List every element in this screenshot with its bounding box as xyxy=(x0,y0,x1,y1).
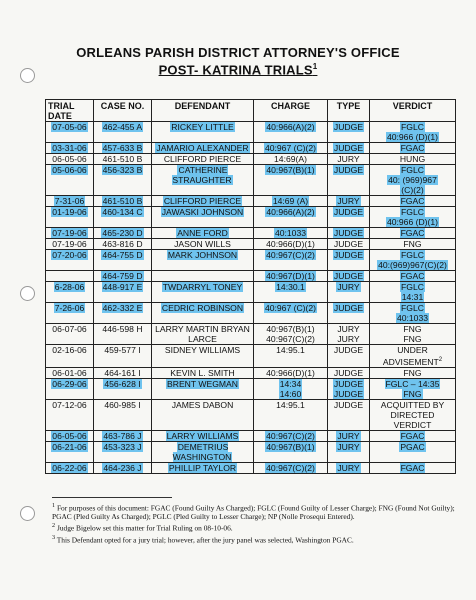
cell-case-no xyxy=(94,399,152,430)
cell-charge xyxy=(254,378,328,399)
cell-defendant xyxy=(152,271,254,282)
type-line: JUDGE xyxy=(333,388,364,399)
verdict-line: FGAC xyxy=(400,271,425,281)
case-no-text: 464-759 D xyxy=(102,271,143,281)
case-no-text: 460-134 C xyxy=(102,207,143,217)
type-line: JURY xyxy=(337,282,360,292)
case-no-text: 464-236 J xyxy=(103,462,142,473)
case-no-text: 456-628 I xyxy=(104,378,141,389)
cell-trial-date xyxy=(46,196,94,207)
defendant-text: DEMETRIUS WASHINGTON xyxy=(172,441,232,462)
cell-case-no xyxy=(94,239,152,250)
trial-date-text: 02-16-06 xyxy=(52,345,87,355)
cell-defendant xyxy=(152,250,254,271)
verdict-line: HUNG xyxy=(399,154,426,164)
defendant-text: LARRY WILLIAMS xyxy=(166,430,239,441)
defendant-text: JAMARIO ALEXANDER xyxy=(156,143,249,153)
cell-case-no xyxy=(94,324,152,345)
trials-table xyxy=(45,99,456,474)
cell-type xyxy=(328,239,370,250)
cell-type xyxy=(328,303,370,324)
table-row xyxy=(46,303,456,324)
cell-trial-date xyxy=(46,462,94,473)
table-row xyxy=(46,430,456,441)
cell-defendant xyxy=(152,399,254,430)
verdict-line: FGAC xyxy=(400,196,425,206)
charge-line: 40:966(A)(2) xyxy=(266,207,315,217)
verdict-footnote-mark: 2 xyxy=(438,357,443,363)
trial-date-text: 7-26-06 xyxy=(54,303,85,313)
cell-verdict xyxy=(370,165,456,196)
charge-line: 14:95.1 xyxy=(276,399,305,410)
cell-trial-date xyxy=(46,303,94,324)
cell-verdict xyxy=(370,250,456,271)
type-line: JUDGE xyxy=(333,143,364,153)
cell-trial-date xyxy=(46,250,94,271)
cell-type xyxy=(328,324,370,345)
cell-verdict xyxy=(370,367,456,378)
verdict-line: 40:966 (D)(1) xyxy=(386,132,439,142)
defendant-text: CEDRIC ROBINSON xyxy=(161,303,244,313)
verdict-line: FNG xyxy=(403,324,422,334)
cell-verdict xyxy=(370,154,456,165)
trial-date-text: 07-19-06 xyxy=(52,228,87,238)
type-line: JUDGE xyxy=(333,303,364,313)
cell-charge xyxy=(254,441,328,462)
verdict-line: FNG xyxy=(403,239,422,249)
verdict-line: 40: (969)967 xyxy=(388,175,437,185)
verdict-line: FGAC xyxy=(400,143,425,153)
type-line: JURY xyxy=(337,334,360,344)
footnote-1: $^1$ For purposes of this document: FGAC (Found Guilty As Charged); FGLC (Found Guilty of Lesser Charge); FNG (Found Not Guilty); PGAC (Pled Guilty As Charged); PGLC (Pled Guilty to Lesser Charge); NP (Nolle Prosequi Entered). xyxy=(52,503,455,522)
col-header-case-no: CASE NO. xyxy=(94,100,152,122)
table-row xyxy=(46,378,456,399)
charge-line: 40:967(D)(1) xyxy=(266,271,315,281)
trial-date-text: 06-01-06 xyxy=(52,367,87,378)
cell-type xyxy=(328,196,370,207)
verdict-line: 40:966 (D)(1) xyxy=(386,217,439,227)
verdict-line: FNG xyxy=(403,367,422,378)
case-no-text: 463-816 D xyxy=(102,239,143,249)
cell-type xyxy=(328,154,370,165)
cell-type xyxy=(328,462,370,473)
defendant-text: LARRY MARTIN BRYAN LARCE xyxy=(155,324,250,344)
cell-trial-date xyxy=(46,165,94,196)
table-row xyxy=(46,143,456,154)
cell-charge xyxy=(254,462,328,473)
case-no-text: 459-577 I xyxy=(104,345,141,355)
charge-line: 40:967(C)(2) xyxy=(266,430,315,441)
cell-verdict xyxy=(370,271,456,282)
cell-case-no xyxy=(94,207,152,228)
cell-case-no xyxy=(94,165,152,196)
table-body xyxy=(46,122,456,474)
table-row xyxy=(46,367,456,378)
cell-type xyxy=(328,122,370,143)
cell-case-no xyxy=(94,271,152,282)
cell-defendant xyxy=(152,143,254,154)
table-row xyxy=(46,282,456,303)
charge-line: 40:967(B)(1) xyxy=(266,324,315,334)
title-footnote-mark: 1 xyxy=(312,62,318,71)
charge-line: 40:966(D)(1) xyxy=(266,367,315,378)
cell-charge xyxy=(254,345,328,368)
verdict-line: ACQUITTED BY xyxy=(380,399,445,410)
defendant-text: CLIFFORD PIERCE xyxy=(163,154,242,164)
verdict-line: FGAC xyxy=(400,228,425,238)
cell-defendant xyxy=(152,378,254,399)
footnote-3: $^3$ This Defendant opted for a jury trial; however, after the jury panel was selected, Washington PGAC. xyxy=(52,534,354,545)
type-line: JUDGE xyxy=(333,399,364,410)
defendant-text: JASON WILLS xyxy=(174,239,231,249)
trial-date-text: 06-07-06 xyxy=(52,324,87,334)
charge-line: 40:967 (C)(2) xyxy=(264,143,317,153)
cell-type xyxy=(328,165,370,196)
cell-case-no xyxy=(94,367,152,378)
trial-date-text: 06-21-06 xyxy=(52,441,87,452)
type-line: JUDGE xyxy=(333,271,364,281)
case-no-text: 464-161 I xyxy=(104,367,141,378)
type-line: JUDGE xyxy=(333,250,364,260)
type-line: JURY xyxy=(337,462,360,473)
verdict-line: 40:1033 xyxy=(396,313,429,323)
verdict-line: FGLC xyxy=(401,207,424,217)
table-row xyxy=(46,399,456,430)
defendant-text: ANNE FORD xyxy=(177,228,228,238)
cell-trial-date xyxy=(46,154,94,165)
cell-verdict xyxy=(370,196,456,207)
charge-line: 14:30.1 xyxy=(276,282,305,292)
footnote-rule xyxy=(52,497,172,498)
cell-verdict xyxy=(370,462,456,473)
verdict-line: FGLC xyxy=(401,122,424,132)
trial-date-text: 01-19-06 xyxy=(52,207,87,217)
verdict-line: FNG xyxy=(403,334,422,344)
cell-trial-date xyxy=(46,228,94,239)
cell-defendant xyxy=(152,430,254,441)
cell-case-no xyxy=(94,430,152,441)
cell-charge xyxy=(254,324,328,345)
cell-trial-date xyxy=(46,399,94,430)
cell-charge xyxy=(254,399,328,430)
cell-verdict xyxy=(370,378,456,399)
type-line: JUDGE xyxy=(333,228,364,238)
case-no-text: 465-230 D xyxy=(102,228,143,238)
cell-defendant xyxy=(152,324,254,345)
type-line: JURY xyxy=(337,430,360,441)
table-row xyxy=(46,154,456,165)
defendant-text: PHILLIP TAYLOR xyxy=(168,462,237,473)
table-row xyxy=(46,345,456,368)
table-row xyxy=(46,207,456,228)
cell-charge xyxy=(254,303,328,324)
cell-trial-date xyxy=(46,143,94,154)
charge-line: 14:95.1 xyxy=(276,345,305,355)
table-row xyxy=(46,196,456,207)
charge-line: 40:967 (C)(2) xyxy=(264,303,317,313)
col-header-charge: CHARGE xyxy=(254,100,328,122)
type-line: JURY xyxy=(337,324,360,334)
trial-date-text: 06-05-06 xyxy=(52,430,87,441)
verdict-line: FGAC xyxy=(400,462,425,473)
cell-defendant xyxy=(152,207,254,228)
table-row xyxy=(46,122,456,143)
trial-date-text: 06-22-06 xyxy=(52,462,87,473)
cell-charge xyxy=(254,430,328,441)
cell-verdict xyxy=(370,303,456,324)
cell-case-no xyxy=(94,143,152,154)
table-row xyxy=(46,271,456,282)
cell-verdict xyxy=(370,430,456,441)
cell-type xyxy=(328,228,370,239)
charge-line: 40:967(C)(2) xyxy=(266,250,315,260)
charge-line: 14:34 xyxy=(279,378,302,389)
cell-type xyxy=(328,250,370,271)
cell-trial-date xyxy=(46,378,94,399)
cell-defendant xyxy=(152,345,254,368)
cell-defendant xyxy=(152,154,254,165)
cell-verdict xyxy=(370,207,456,228)
type-line: JUDGE xyxy=(333,165,364,175)
trial-date-text: 07-19-06 xyxy=(52,239,87,249)
defendant-text: CATHERINE STRAUGHTER xyxy=(172,165,232,185)
cell-trial-date xyxy=(46,282,94,303)
cell-case-no xyxy=(94,378,152,399)
cell-defendant xyxy=(152,228,254,239)
cell-charge xyxy=(254,250,328,271)
case-no-text: 460-985 I xyxy=(104,399,141,410)
cell-type xyxy=(328,282,370,303)
type-line: JUDGE xyxy=(333,367,364,378)
trial-date-text: 06-05-06 xyxy=(52,154,87,164)
charge-line: 40:966(A)(2) xyxy=(266,122,315,132)
charge-line: 40:967(B)(1) xyxy=(266,441,315,452)
cell-trial-date xyxy=(46,430,94,441)
binder-hole-middle xyxy=(20,286,35,301)
table-header-row xyxy=(46,100,456,122)
type-line: JURY xyxy=(337,154,360,164)
cell-charge xyxy=(254,143,328,154)
verdict-line: DIRECTED xyxy=(390,409,435,420)
cell-verdict xyxy=(370,282,456,303)
col-header-verdict: VERDICT xyxy=(370,100,456,122)
table-row xyxy=(46,228,456,239)
cell-charge xyxy=(254,282,328,303)
defendant-text: CLIFFORD PIERCE xyxy=(163,196,242,206)
verdict-line: VERDICT xyxy=(393,419,432,430)
col-header-trial-date: TRIAL DATE xyxy=(46,100,94,122)
cell-trial-date xyxy=(46,441,94,462)
defendant-text: BRENT WEGMAN xyxy=(167,378,238,389)
verdict-line: FNG xyxy=(403,388,422,399)
cell-type xyxy=(328,143,370,154)
type-line: JUDGE xyxy=(333,239,364,249)
trial-date-text: 05-06-06 xyxy=(52,165,87,175)
cell-charge xyxy=(254,271,328,282)
charge-line: 40:966(D)(1) xyxy=(266,239,315,249)
cell-trial-date xyxy=(46,367,94,378)
trial-date-text: 06-29-06 xyxy=(52,378,87,389)
cell-defendant xyxy=(152,122,254,143)
cell-type xyxy=(328,399,370,430)
cell-verdict xyxy=(370,143,456,154)
cell-case-no xyxy=(94,228,152,239)
cell-trial-date xyxy=(46,271,94,282)
cell-verdict xyxy=(370,228,456,239)
cell-trial-date xyxy=(46,324,94,345)
cell-defendant xyxy=(152,303,254,324)
defendant-text: KEVIN L. SMITH xyxy=(170,367,235,378)
charge-line: 40:1033 xyxy=(274,228,307,238)
type-line: JURY xyxy=(337,441,360,452)
charge-line: 40:967(C)(2) xyxy=(266,334,315,344)
type-line: JUDGE xyxy=(333,122,364,132)
case-no-text: 461-510 B xyxy=(102,154,143,164)
col-header-defendant: DEFENDANT xyxy=(152,100,254,122)
type-line: JURY xyxy=(337,196,360,206)
defendant-text: RICKEY LITTLE xyxy=(171,122,234,132)
type-line: JUDGE xyxy=(333,378,364,389)
verdict-line: PGAC xyxy=(400,441,425,452)
cell-verdict xyxy=(370,345,456,368)
footnotes xyxy=(52,497,457,545)
defendant-text: JAWASKI JOHNSON xyxy=(161,207,244,217)
verdict-line: UNDER xyxy=(397,345,428,355)
cell-defendant xyxy=(152,462,254,473)
cell-charge xyxy=(254,165,328,196)
charge-line: 40:967(C)(2) xyxy=(266,462,315,473)
cell-charge xyxy=(254,228,328,239)
cell-verdict xyxy=(370,399,456,430)
cell-case-no xyxy=(94,196,152,207)
charge-line: 14:60 xyxy=(279,388,302,399)
cell-defendant xyxy=(152,165,254,196)
cell-case-no xyxy=(94,441,152,462)
charge-line: 14:69 (A) xyxy=(272,196,309,206)
trial-date-text: 7-31-06 xyxy=(54,196,85,206)
case-no-text: 462-455 A xyxy=(102,122,143,132)
page-title-line2: POST- KATRINA TRIALS$^1$ xyxy=(158,62,318,78)
verdict-line: 14:31 xyxy=(401,292,424,302)
case-no-text: 453-323 J xyxy=(103,441,142,452)
cell-type xyxy=(328,271,370,282)
col-header-type: TYPE xyxy=(328,100,370,122)
verdict-line: FGLC xyxy=(401,250,424,260)
cell-charge xyxy=(254,196,328,207)
defendant-text: MARK JOHNSON xyxy=(167,250,238,260)
trial-date-text: 07-12-06 xyxy=(52,399,87,410)
cell-type xyxy=(328,441,370,462)
case-no-text: 462-332 E xyxy=(102,303,143,313)
cell-case-no xyxy=(94,345,152,368)
trial-date-text: 03-31-06 xyxy=(52,143,87,153)
case-no-text: 456-323 B xyxy=(102,165,143,175)
defendant-text: TWDARRYL TONEY xyxy=(162,282,243,292)
table-row xyxy=(46,441,456,462)
table-row xyxy=(46,250,456,271)
cell-charge xyxy=(254,122,328,143)
cell-case-no xyxy=(94,462,152,473)
cell-type xyxy=(328,378,370,399)
case-no-text: 463-786 J xyxy=(103,430,142,441)
cell-charge xyxy=(254,207,328,228)
cell-type xyxy=(328,430,370,441)
table-row xyxy=(46,462,456,473)
verdict-line: FGLC – 14:35 xyxy=(385,378,440,389)
cell-verdict xyxy=(370,441,456,462)
cell-trial-date xyxy=(46,345,94,368)
trial-date-text: 07-20-06 xyxy=(52,250,87,260)
verdict-line: FGLC xyxy=(401,282,424,292)
cell-trial-date xyxy=(46,207,94,228)
cell-charge xyxy=(254,367,328,378)
verdict-line: (C)(2) xyxy=(401,185,424,195)
defendant-text: JAMES DABON xyxy=(171,399,234,410)
cell-defendant xyxy=(152,239,254,250)
case-no-text: 446-598 H xyxy=(102,324,143,334)
cell-type xyxy=(328,345,370,368)
case-no-text: 461-510 B xyxy=(102,196,143,206)
page-title-line1: ORLEANS PARISH DISTRICT ATTORNEY'S OFFICE xyxy=(76,45,400,60)
footnote-2: $^2$ Judge Bigelow set this matter for Trial Ruling on 08-10-06. xyxy=(52,523,233,533)
binder-hole-bottom xyxy=(20,506,35,521)
verdict-line: FGAC xyxy=(400,430,425,441)
cell-defendant xyxy=(152,282,254,303)
verdict-line: ADVISEMENT xyxy=(382,356,439,367)
case-no-text: 464-755 D xyxy=(102,250,143,260)
verdict-line: 40:(969)967(C)(2) xyxy=(378,260,447,270)
cell-type xyxy=(328,207,370,228)
charge-line: 40:967(B)(1) xyxy=(266,165,315,175)
cell-defendant xyxy=(152,196,254,207)
table-row xyxy=(46,324,456,345)
trial-date-text: 07-05-06 xyxy=(52,122,87,132)
defendant-text: SIDNEY WILLIAMS xyxy=(164,345,241,355)
type-line: JUDGE xyxy=(333,345,364,355)
cell-verdict xyxy=(370,324,456,345)
cell-case-no xyxy=(94,303,152,324)
case-no-text: 457-633 B xyxy=(102,143,143,153)
trial-date-text: 6-28-06 xyxy=(54,282,85,292)
type-line: JUDGE xyxy=(333,207,364,217)
charge-line: 14:69(A) xyxy=(274,154,307,164)
cell-case-no xyxy=(94,122,152,143)
cell-defendant xyxy=(152,441,254,462)
cell-verdict xyxy=(370,122,456,143)
table-row xyxy=(46,239,456,250)
case-no-text: 448-917 E xyxy=(102,282,143,292)
cell-charge xyxy=(254,239,328,250)
cell-charge xyxy=(254,154,328,165)
cell-trial-date xyxy=(46,122,94,143)
verdict-line: FGLC xyxy=(401,303,424,313)
table-row xyxy=(46,165,456,196)
verdict-line: FGLC xyxy=(401,165,424,175)
cell-trial-date xyxy=(46,239,94,250)
cell-verdict xyxy=(370,239,456,250)
cell-case-no xyxy=(94,154,152,165)
cell-case-no xyxy=(94,282,152,303)
cell-type xyxy=(328,367,370,378)
cell-case-no xyxy=(94,250,152,271)
cell-defendant xyxy=(152,367,254,378)
